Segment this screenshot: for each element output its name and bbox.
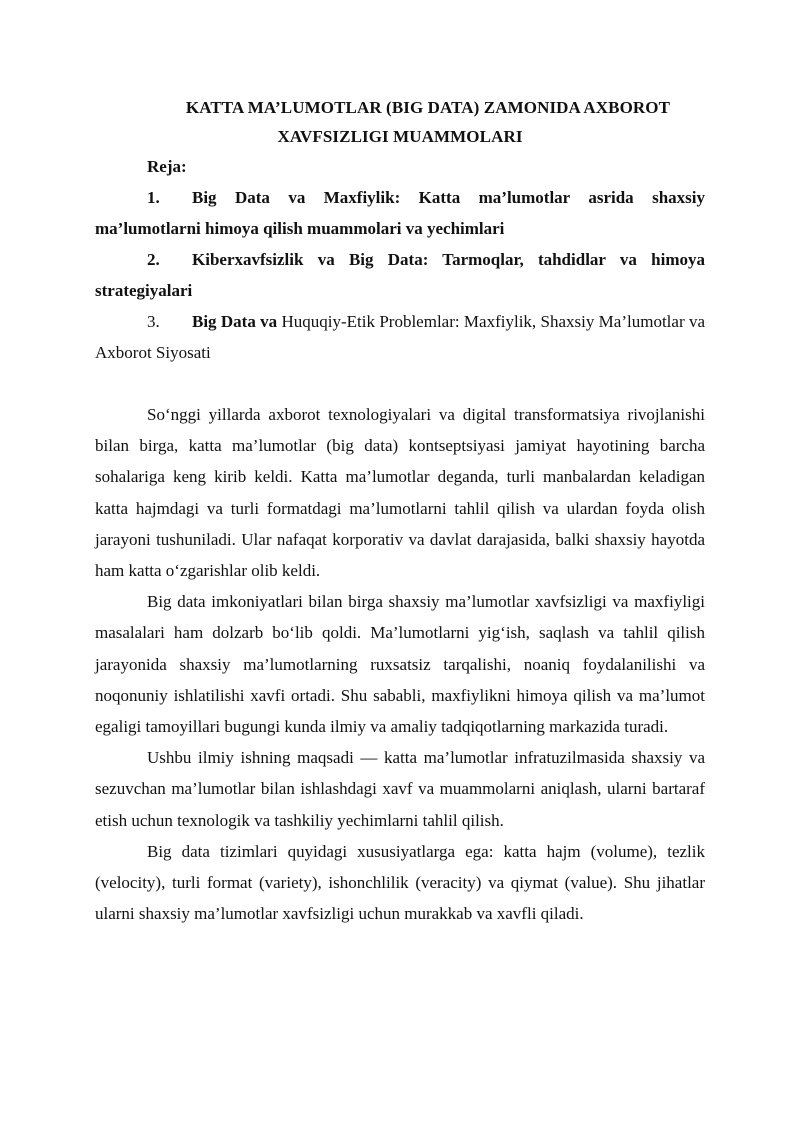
plan-item-2 xyxy=(95,244,705,306)
document-title xyxy=(95,93,705,151)
plan-item-number: 2. xyxy=(147,250,160,269)
body-paragraph-2: Big data imkoniyatlari bilan birga shaxsiy ma’lumotlar xavfsizligi va maxfiyligi masalalari ham dolzarb bo‘lib qoldi. Ma’lumotlarni yig‘ish, saqlash va tahlil qilish jarayonida shaxsiy ma’lumotlarning ruxsatsiz tarqalishi, noaniq foydalanilishi va noqonuniy ishlatilishi xavfi ortadi. Shu sababli, maxfiylikni himoya qilish va ma’lumot egaligi tamoyillari bugungi kunda ilmiy va amaliy tadqiqotlarning markazida turadi. xyxy=(95,592,705,737)
plan-item-text: Kiberxavfsizlik va Big Data: Tarmoqlar, tahdidlar va himoya strategiyalari xyxy=(95,250,705,300)
body-paragraph-1: So‘nggi yillarda axborot texnologiyalari va digital transformatsiya rivojlanishi bilan birga, katta ma’lumotlar (big data) kontseptsiyasi jamiyat hayotining barcha sohalariga keng kirib keldi. Katta ma’lumotlar deganda, turli manbalardan keladigan katta hajmdagi va turli formatdagi ma’lumotlarni tahlil qilish va ulardan foyda olish jarayoni tushuniladi. Ular nafaqat korporativ va davlat darajasida, balki shaxsiy hayotda ham katta o‘zgarishlar olib keldi. xyxy=(95,405,705,581)
plan-item-1 xyxy=(95,182,705,244)
plan-item-text: Huquqiy-Etik Problemlar: Maxfiylik, Shaxsiy Ma’lumotlar va Axborot Siyosati xyxy=(95,312,705,362)
plan-item-bold-text: Big Data va xyxy=(192,312,278,331)
body-paragraph-3: Ushbu ilmiy ishning maqsadi — katta ma’lumotlar infratuzilmasida shaxsiy va sezuvchan ma’lumotlar bilan ishlashdagi xavf va muammolarni aniqlash, ularni bartaraf etish uchun texnologik va tashkiliy yechimlarni tahlil qilish. xyxy=(95,748,705,830)
document-page xyxy=(95,93,705,929)
plan-heading: Reja: xyxy=(147,157,187,176)
plan-item-text: Big Data va Maxfiylik: Katta ma’lumotlar asrida shaxsiy ma’lumotlarni himoya qilish muammolari va yechimlari xyxy=(95,188,705,238)
plan-item-3 xyxy=(95,306,705,368)
title-line-1: KATTA MA’LUMOTLAR (BIG DATA) ZAMONIDA AXBOROT xyxy=(185,98,671,117)
plan-item-number: 3. xyxy=(147,312,160,331)
title-line-2: XAVFSIZLIGI MUAMMOLARI xyxy=(277,127,523,146)
plan-item-number: 1. xyxy=(147,188,160,207)
body-paragraph-4: Big data tizimlari quyidagi xususiyatlarga ega: katta hajm (volume), tezlik (velocity), turli format (variety), ishonchlilik (veracity) va qiymat (value). Shu jihatlar ularni shaxsiy ma’lumotlar xavfsizligi uchun murakkab va xavfli qiladi. xyxy=(95,841,705,924)
blank-line xyxy=(95,368,705,399)
